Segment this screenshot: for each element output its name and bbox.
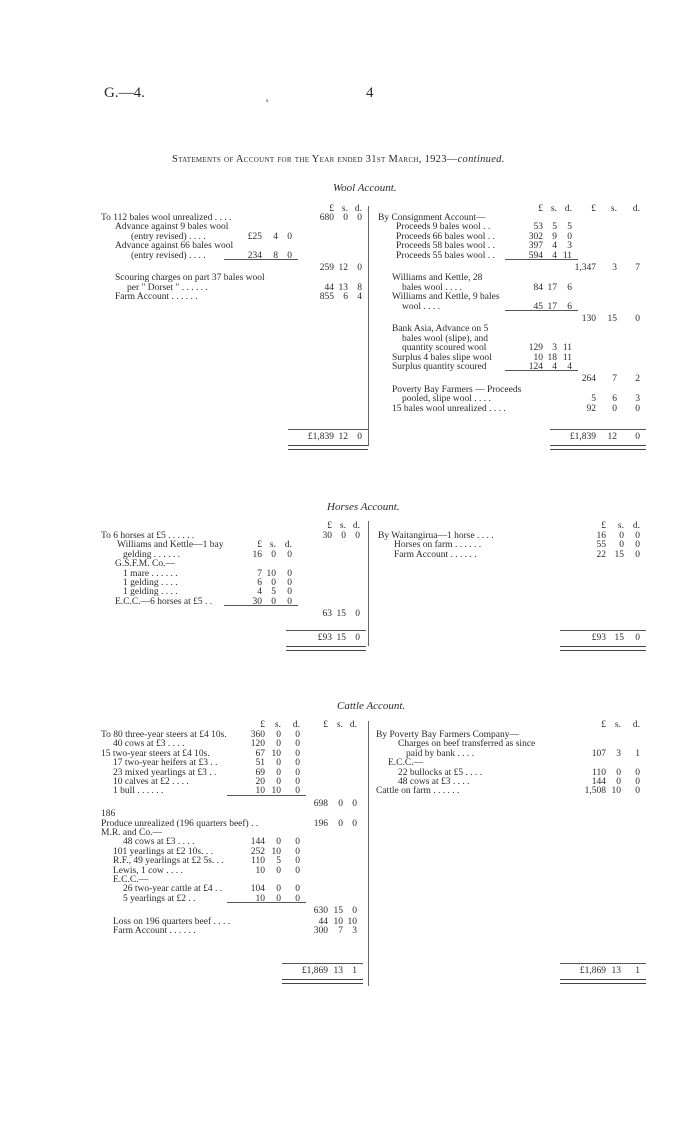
wool-right-sub-pounds: 84 bbox=[533, 282, 543, 293]
cattle-left-sub-pence: 0 bbox=[295, 777, 300, 787]
horses-right-total-shillings: 0 bbox=[619, 540, 624, 551]
horses-left-grand-total-shillings: 15 bbox=[336, 633, 346, 643]
statement-title-main: Statements of Account for the Year ended 31st March, 1923— bbox=[172, 154, 458, 165]
wool-left-line: (entry revised) . . . . bbox=[131, 250, 206, 261]
wool-right-total-pence: 0 bbox=[635, 403, 640, 414]
cattle-left-sub-pounds: 252 bbox=[250, 846, 265, 857]
cattle-left-sub-pence: 0 bbox=[295, 846, 300, 857]
cattle-left-total-pounds: 44 bbox=[318, 916, 328, 927]
cattle-left-sub-pence: 0 bbox=[295, 739, 300, 750]
horses-left-subtotal-rule bbox=[224, 605, 298, 606]
wool-left-line: per " Dorset " . . . . . . bbox=[127, 282, 208, 293]
wool-right-sub-shillings: 9 bbox=[552, 231, 557, 242]
cattle-left-line: E.C.C.— bbox=[113, 875, 149, 885]
cattle-right-grand-total-pence: 1 bbox=[635, 966, 640, 976]
cattle-left-total-pence: 0 bbox=[352, 798, 357, 809]
cattle-left-sub-pence: 0 bbox=[295, 893, 300, 904]
wool-right-total-pounds: 1,347 bbox=[574, 263, 596, 273]
cattle-right-line: Charges on beef transferred as since bbox=[398, 739, 536, 750]
horses-right-money-head-shillings: s. bbox=[617, 521, 624, 531]
wool-left-money-head-shillings: s. bbox=[341, 204, 348, 214]
cattle-left-sub-pounds: 20 bbox=[255, 777, 265, 787]
cattle-right-line: 22 bullocks at £5 . . . . bbox=[398, 767, 483, 778]
cattle-left-line: Produce unrealized (196 quarters beef) . . bbox=[101, 818, 259, 829]
cattle-left-sub-shillings: 0 bbox=[276, 758, 281, 769]
horses-left-grand-total-pounds: £93 bbox=[317, 633, 332, 643]
horses-left-money-head-pounds: £ bbox=[327, 521, 332, 531]
horses-right-total-pounds: 16 bbox=[596, 531, 606, 541]
cattle-left-total-pence: 0 bbox=[352, 818, 357, 829]
cattle-left-sub-pence: 0 bbox=[295, 748, 300, 759]
wool-right-sub-pounds: 10 bbox=[533, 352, 543, 363]
cattle-left-sub-shillings: 0 bbox=[276, 730, 281, 740]
wool-right-subtotal-rule bbox=[505, 370, 578, 371]
cattle-left-line: M.R. and Co.— bbox=[101, 828, 162, 838]
cattle-right-line: E.C.C.— bbox=[388, 758, 424, 769]
cattle-left-line: Loss on 196 quarters beef . . . . bbox=[113, 916, 231, 927]
wool-right-sub-pounds: 594 bbox=[528, 250, 543, 261]
cattle-left-line: 23 mixed yearlings at £3 . . bbox=[113, 767, 217, 778]
horses-heading: Horses Account. bbox=[327, 501, 400, 513]
wool-right-line: Surplus 4 bales slipe wool bbox=[392, 352, 492, 363]
wool-right-sub-shillings: 4 bbox=[552, 362, 557, 372]
wool-right-money-head-shillings: s. bbox=[610, 204, 617, 214]
cattle-left-sub-shillings: 0 bbox=[276, 837, 281, 848]
wool-right-sub-pounds: 129 bbox=[528, 343, 543, 354]
page-number: 4 bbox=[366, 85, 374, 101]
wool-right-grand-total-pounds: £1,839 bbox=[569, 432, 596, 442]
cattle-left-sub-shillings: 0 bbox=[276, 865, 281, 876]
wool-right-line: bales wool . . . . bbox=[402, 282, 462, 293]
wool-left-subtotal-rule bbox=[224, 259, 298, 260]
horses-right-total-shillings: 15 bbox=[614, 549, 624, 560]
cattle-left-sub-pounds: 360 bbox=[250, 730, 265, 740]
cattle-left-grand-total-shillings: 13 bbox=[333, 966, 343, 976]
wool-left-grand-total-pounds: £1,839 bbox=[307, 432, 334, 442]
stray-mark: ' bbox=[266, 96, 269, 110]
wool-right-subtotal-rule bbox=[505, 310, 578, 311]
cattle-left-sub-pounds: 144 bbox=[250, 837, 265, 848]
wool-right-total-shillings: 0 bbox=[612, 403, 617, 414]
horses-left-total-shillings: 0 bbox=[341, 531, 346, 541]
wool-left-total-pounds: 259 bbox=[319, 263, 334, 273]
wool-right-grand-total-shillings: 12 bbox=[607, 432, 617, 442]
wool-left-total-shillings: 6 bbox=[343, 292, 348, 303]
cattle-left-sub-pence: 0 bbox=[295, 865, 300, 876]
wool-right-line: Williams and Kettle, 28 bbox=[392, 273, 483, 284]
horses-left-double-rule bbox=[286, 646, 366, 651]
horses-left-line: 1 gelding . . . . bbox=[123, 587, 178, 598]
wool-right-line: Proceeds 66 bales wool . . bbox=[396, 231, 495, 242]
horses-right-money-head-pence: d. bbox=[632, 521, 640, 531]
wool-right-money-head-pounds: £ bbox=[538, 204, 543, 214]
wool-right-sub-pence: 11 bbox=[562, 352, 572, 363]
cattle-left-money-head-pence: d. bbox=[292, 720, 300, 730]
horses-left-line: 1 gelding . . . . bbox=[123, 578, 178, 588]
horses-right-line: Farm Account . . . . . . bbox=[394, 549, 477, 560]
wool-left-line: Scouring charges on part 37 bales wool bbox=[115, 273, 265, 284]
cattle-left-grand-total-pounds: £1,869 bbox=[301, 966, 328, 976]
cattle-left-sub-shillings: 0 bbox=[276, 884, 281, 895]
cattle-right-total-pounds: 1,508 bbox=[584, 786, 606, 797]
horses-left-line: G.S.F.M. Co.— bbox=[115, 559, 175, 570]
wool-right-grand-rule bbox=[550, 429, 646, 430]
cattle-left-money-head-shillings: s. bbox=[336, 720, 343, 730]
horses-left-sub-pence: 0 bbox=[287, 568, 292, 579]
cattle-right-total-shillings: 3 bbox=[616, 748, 621, 759]
horses-right-double-rule bbox=[560, 646, 646, 651]
cattle-left-total-pounds: 196 bbox=[313, 818, 328, 829]
horses-left-line: gelding . . . . . . bbox=[123, 549, 180, 560]
wool-right-sub-pounds: 124 bbox=[528, 362, 543, 372]
wool-left-grand-total-pence: 0 bbox=[357, 432, 362, 442]
cattle-left-sub-pence: 0 bbox=[295, 786, 300, 797]
horses-left-total-pence: 0 bbox=[355, 609, 360, 620]
wool-left-total-pounds: 855 bbox=[319, 292, 334, 303]
cattle-left-line: 186 bbox=[101, 809, 116, 820]
wool-left-line: Advance against 9 bales wool bbox=[115, 222, 229, 233]
wool-left-total-pence: 4 bbox=[357, 292, 362, 303]
horses-left-sub-pounds: 7 bbox=[257, 568, 262, 579]
horses-left-sub-pence: 0 bbox=[287, 596, 292, 607]
cattle-left-sub-pounds: 10 bbox=[255, 786, 265, 797]
horses-left-money-head-pounds: £ bbox=[257, 540, 262, 550]
wool-right-total-pounds: 264 bbox=[581, 374, 596, 385]
cattle-right-grand-total-pounds: £1,869 bbox=[579, 966, 606, 976]
wool-right-total-shillings: 15 bbox=[607, 314, 617, 324]
cattle-right-money-head-pounds: £ bbox=[601, 720, 606, 730]
wool-right-sub-shillings: 3 bbox=[552, 343, 557, 354]
horses-left-money-head-pence: d. bbox=[284, 540, 292, 550]
cattle-right-double-rule bbox=[560, 979, 646, 984]
cattle-left-total-shillings: 0 bbox=[338, 818, 343, 829]
page-code: G.—4. bbox=[104, 85, 145, 101]
cattle-heading: Cattle Account. bbox=[337, 700, 406, 712]
wool-left-line: Farm Account . . . . . . bbox=[115, 292, 198, 303]
horses-left-line: E.C.C.—6 horses at £5 . . bbox=[115, 596, 213, 607]
statement-title-cont: continued. bbox=[457, 154, 505, 165]
cattle-left-sub-pounds: 10 bbox=[255, 865, 265, 876]
wool-left-total-pence: 8 bbox=[357, 282, 362, 293]
wool-right-total-pounds: 92 bbox=[586, 403, 596, 414]
wool-left-sub-pounds: 234 bbox=[247, 250, 262, 261]
wool-right-sub-pence: 0 bbox=[567, 231, 572, 242]
wool-left-total-pounds: 680 bbox=[319, 213, 334, 223]
wool-right-total-pence: 3 bbox=[635, 394, 640, 405]
horses-left-sub-shillings: 5 bbox=[271, 587, 276, 598]
wool-right-total-pence: 7 bbox=[635, 263, 640, 273]
cattle-right-line: 48 cows at £3 . . . . bbox=[398, 777, 470, 787]
wool-right-total-pounds: 130 bbox=[581, 314, 596, 324]
cattle-left-sub-pounds: 104 bbox=[250, 884, 265, 895]
horses-right-total-pence: 0 bbox=[635, 531, 640, 541]
wool-left-line: Advance against 66 bales wool bbox=[115, 241, 234, 252]
cattle-left-sub-pounds: 110 bbox=[251, 856, 265, 867]
horses-left-sub-pence: 0 bbox=[287, 587, 292, 598]
horses-left-sub-pounds: 6 bbox=[257, 578, 262, 588]
horses-right-line: Horses on farm . . . . . . bbox=[394, 540, 482, 551]
horses-left-sub-pounds: 30 bbox=[252, 596, 262, 607]
wool-right-sub-pence: 5 bbox=[567, 222, 572, 233]
cattle-left-line: 101 yearlings at £2 10s. . . bbox=[113, 846, 214, 857]
cattle-left-total-shillings: 0 bbox=[338, 798, 343, 809]
wool-left-money-head-pounds: £ bbox=[329, 204, 334, 214]
wool-right-sub-pence: 11 bbox=[562, 343, 572, 354]
wool-right-line: Proceeds 58 bales wool . . bbox=[396, 241, 495, 252]
cattle-left-sub-pence: 0 bbox=[295, 856, 300, 867]
cattle-left-line: 40 cows at £3 . . . . bbox=[113, 739, 185, 750]
cattle-left-sub-shillings: 10 bbox=[271, 786, 281, 797]
cattle-right-total-pence: 0 bbox=[635, 777, 640, 787]
wool-right-line: Proceeds 9 bales wool . . bbox=[396, 222, 491, 233]
wool-right-sub-shillings: 17 bbox=[547, 282, 557, 293]
wool-right-money-head-shillings: s. bbox=[550, 204, 557, 214]
horses-right-money-head-pounds: £ bbox=[601, 521, 606, 531]
wool-right-money-head-pence: d. bbox=[632, 204, 640, 214]
wool-left-total-shillings: 12 bbox=[338, 263, 348, 273]
wool-right-line: bales wool (slipe), and bbox=[402, 333, 489, 344]
horses-left-sub-pence: 0 bbox=[287, 549, 292, 560]
horses-right-grand-total-pence: 0 bbox=[635, 633, 640, 643]
wool-left-sub-pence: 0 bbox=[287, 250, 292, 261]
horses-left-total-pence: 0 bbox=[355, 531, 360, 541]
horses-left-sub-shillings: 0 bbox=[271, 549, 276, 560]
wool-right-line: wool . . . . bbox=[402, 301, 440, 312]
cattle-right-money-head-shillings: s. bbox=[614, 720, 621, 730]
wool-right-line: quantity scoured wool bbox=[402, 343, 487, 354]
cattle-left-sub-shillings: 5 bbox=[276, 856, 281, 867]
statement-title bbox=[172, 154, 505, 165]
horses-right-grand-rule bbox=[560, 630, 646, 631]
cattle-left-sub-pounds: 51 bbox=[255, 758, 265, 769]
wool-left-money-head-pence: d. bbox=[354, 204, 362, 214]
wool-left-grand-rule bbox=[288, 429, 368, 430]
cattle-left-total-pounds: 300 bbox=[313, 926, 328, 936]
cattle-right-total-pounds: 110 bbox=[592, 767, 606, 778]
horses-left-line: To 6 horses at £5 . . . . . . bbox=[101, 531, 195, 541]
cattle-left-line: R.F., 49 yearlings at £2 5s. . . bbox=[113, 856, 224, 867]
cattle-right-total-pounds: 144 bbox=[591, 777, 606, 787]
horses-left-sub-shillings: 10 bbox=[266, 568, 276, 579]
wool-right-sub-pence: 6 bbox=[567, 282, 572, 293]
wool-right-total-shillings: 6 bbox=[612, 394, 617, 405]
cattle-left-line: 26 two-year cattle at £4 . . bbox=[123, 884, 223, 895]
cattle-left-sub-shillings: 0 bbox=[276, 739, 281, 750]
horses-right-total-shillings: 0 bbox=[619, 531, 624, 541]
wool-right-line: Poverty Bay Farmers — Proceeds bbox=[392, 384, 522, 395]
cattle-left-total-shillings: 10 bbox=[333, 916, 343, 927]
cattle-right-total-pounds: 107 bbox=[591, 748, 606, 759]
wool-right-sub-shillings: 4 bbox=[552, 250, 557, 261]
wool-right-total-shillings: 3 bbox=[612, 263, 617, 273]
wool-left-total-pence: 0 bbox=[357, 263, 362, 273]
cattle-left-sub-shillings: 10 bbox=[271, 748, 281, 759]
cattle-right-total-shillings: 0 bbox=[616, 777, 621, 787]
cattle-left-money-head-pence: d. bbox=[349, 720, 357, 730]
cattle-left-total-shillings: 15 bbox=[333, 906, 343, 917]
horses-left-total-shillings: 15 bbox=[336, 609, 346, 620]
horses-right-total-pounds: 22 bbox=[596, 549, 606, 560]
wool-right-grand-total-pence: 0 bbox=[635, 432, 640, 442]
cattle-left-line: 17 two-year heifers at £3 . . bbox=[113, 758, 218, 769]
cattle-left-sub-pounds: 67 bbox=[255, 748, 265, 759]
wool-left-line: (entry revised) . . . . bbox=[131, 231, 206, 242]
wool-right-sub-pounds: 397 bbox=[528, 241, 543, 252]
cattle-left-money-head-pounds: £ bbox=[323, 720, 328, 730]
cattle-left-sub-pence: 0 bbox=[295, 767, 300, 778]
horses-right-grand-total-shillings: 15 bbox=[614, 633, 624, 643]
cattle-right-total-pence: 1 bbox=[635, 748, 640, 759]
horses-left-sub-pounds: 16 bbox=[252, 549, 262, 560]
cattle-left-grand-rule bbox=[282, 963, 363, 964]
wool-right-sub-shillings: 18 bbox=[547, 352, 557, 363]
cattle-right-money-head-pence: d. bbox=[632, 720, 640, 730]
wool-right-line: Bank Asia, Advance on 5 bbox=[392, 324, 489, 335]
cattle-divider bbox=[368, 721, 369, 986]
cattle-left-sub-pounds: 69 bbox=[255, 767, 265, 778]
wool-right-line: By Consignment Account— bbox=[378, 213, 486, 223]
cattle-left-line: Farm Account . . . . . . bbox=[113, 926, 196, 936]
cattle-left-grand-total-pence: 1 bbox=[352, 966, 357, 976]
horses-left-line: Williams and Kettle—1 bay bbox=[117, 540, 224, 551]
horses-left-money-head-shillings: s. bbox=[339, 521, 346, 531]
cattle-left-line: 1 bull . . . . . . bbox=[113, 786, 164, 797]
cattle-right-total-pence: 0 bbox=[635, 786, 640, 797]
horses-left-grand-rule bbox=[286, 630, 366, 631]
wool-left-line: To 112 bales wool unrealized . . . . bbox=[101, 213, 232, 223]
wool-right-sub-pence: 6 bbox=[567, 301, 572, 312]
cattle-right-total-shillings: 10 bbox=[611, 786, 621, 797]
wool-right-sub-pence: 11 bbox=[562, 250, 572, 261]
wool-right-sub-pounds: 53 bbox=[533, 222, 543, 233]
wool-right-line: Williams and Kettle, 9 bales bbox=[392, 292, 500, 303]
cattle-left-total-pence: 3 bbox=[352, 926, 357, 936]
wool-right-sub-shillings: 17 bbox=[547, 301, 557, 312]
wool-heading: Wool Account. bbox=[333, 182, 397, 194]
wool-right-sub-pounds: 302 bbox=[528, 231, 543, 242]
cattle-left-line: 15 two-year steers at £4 10s. bbox=[101, 748, 210, 759]
wool-left-total-pence: 0 bbox=[357, 213, 362, 223]
wool-left-sub-pence: 0 bbox=[287, 231, 292, 242]
wool-left-sub-pounds: £25 bbox=[247, 231, 262, 242]
wool-right-sub-shillings: 4 bbox=[552, 241, 557, 252]
cattle-left-sub-pence: 0 bbox=[295, 884, 300, 895]
wool-right-line: Surplus quantity scoured bbox=[392, 362, 487, 372]
horses-left-total-pounds: 63 bbox=[322, 609, 332, 620]
cattle-left-subtotal-rule bbox=[227, 795, 306, 796]
cattle-left-money-head-shillings: s. bbox=[274, 720, 281, 730]
horses-left-money-head-shillings: s. bbox=[269, 540, 276, 550]
horses-right-total-pounds: 55 bbox=[596, 540, 606, 551]
wool-right-total-pence: 0 bbox=[635, 314, 640, 324]
cattle-left-total-pounds: 698 bbox=[313, 798, 328, 809]
wool-left-total-shillings: 13 bbox=[338, 282, 348, 293]
wool-right-line: Proceeds 55 bales wool . . bbox=[396, 250, 495, 261]
cattle-left-sub-pounds: 10 bbox=[255, 893, 265, 904]
cattle-left-line: 48 cows at £3 . . . . bbox=[123, 837, 195, 848]
horses-left-sub-shillings: 0 bbox=[271, 596, 276, 607]
wool-left-grand-total-shillings: 12 bbox=[338, 432, 348, 442]
wool-right-total-pence: 2 bbox=[635, 374, 640, 385]
wool-right-sub-pence: 3 bbox=[567, 241, 572, 252]
cattle-right-grand-total-shillings: 13 bbox=[611, 966, 621, 976]
wool-right-total-pounds: 5 bbox=[591, 394, 596, 405]
wool-left-double-rule bbox=[288, 445, 368, 450]
cattle-left-line: 5 yearlings at £2 . . bbox=[123, 893, 196, 904]
cattle-left-sub-pence: 0 bbox=[295, 758, 300, 769]
horses-left-money-head-pence: d. bbox=[352, 521, 360, 531]
wool-right-sub-pence: 4 bbox=[567, 362, 572, 372]
cattle-right-total-pence: 0 bbox=[635, 767, 640, 778]
wool-right-subtotal-rule bbox=[505, 259, 578, 260]
cattle-left-money-head-pounds: £ bbox=[260, 720, 265, 730]
horses-right-grand-total-pounds: £93 bbox=[591, 633, 606, 643]
horses-left-sub-shillings: 0 bbox=[271, 578, 276, 588]
wool-right-money-head-pounds: £ bbox=[591, 204, 596, 214]
horses-left-sub-pounds: 4 bbox=[257, 587, 262, 598]
horses-right-line: By Waitangirua—1 horse . . . . bbox=[378, 531, 494, 541]
cattle-left-line: To 80 three-year steers at £4 10s. bbox=[101, 730, 227, 740]
cattle-left-sub-pounds: 120 bbox=[250, 739, 265, 750]
wool-left-total-pounds: 44 bbox=[324, 282, 334, 293]
wool-left-sub-shillings: 8 bbox=[273, 250, 278, 261]
horses-divider bbox=[368, 521, 369, 646]
cattle-left-sub-pence: 0 bbox=[295, 837, 300, 848]
cattle-left-subtotal-rule bbox=[227, 902, 306, 903]
cattle-left-double-rule bbox=[282, 979, 363, 984]
cattle-right-line: paid by bank . . . . bbox=[406, 748, 475, 759]
cattle-left-sub-shillings: 0 bbox=[276, 893, 281, 904]
horses-left-line: 1 mare . . . . . . bbox=[123, 568, 178, 579]
cattle-left-total-shillings: 7 bbox=[338, 926, 343, 936]
wool-left-sub-shillings: 4 bbox=[273, 231, 278, 242]
cattle-left-total-pence: 0 bbox=[352, 906, 357, 917]
wool-right-money-head-pence: d. bbox=[564, 204, 572, 214]
cattle-left-sub-shillings: 0 bbox=[276, 777, 281, 787]
horses-left-sub-pence: 0 bbox=[287, 578, 292, 588]
horses-right-total-pence: 0 bbox=[635, 549, 640, 560]
horses-right-total-pence: 0 bbox=[635, 540, 640, 551]
horses-left-total-pounds: 30 bbox=[322, 531, 332, 541]
cattle-right-total-shillings: 0 bbox=[616, 767, 621, 778]
cattle-left-total-pounds: 630 bbox=[313, 906, 328, 917]
wool-right-total-shillings: 7 bbox=[612, 374, 617, 385]
cattle-left-line: Lewis, 1 cow . . . . bbox=[113, 865, 183, 876]
wool-right-line: pooled, slipe wool . . . . bbox=[402, 394, 491, 405]
wool-right-sub-shillings: 5 bbox=[552, 222, 557, 233]
cattle-left-sub-shillings: 0 bbox=[276, 767, 281, 778]
wool-left-total-shillings: 0 bbox=[343, 213, 348, 223]
cattle-right-line: Cattle on farm . . . . . . bbox=[376, 786, 460, 797]
cattle-left-line: 10 calves at £2 . . . . bbox=[113, 777, 189, 787]
wool-right-double-rule bbox=[550, 445, 646, 450]
wool-divider bbox=[368, 206, 369, 446]
cattle-right-line: By Poverty Bay Farmers Company— bbox=[376, 730, 520, 740]
cattle-left-sub-pence: 0 bbox=[295, 730, 300, 740]
horses-left-grand-total-pence: 0 bbox=[355, 633, 360, 643]
cattle-right-grand-rule bbox=[560, 963, 646, 964]
cattle-left-sub-shillings: 10 bbox=[271, 846, 281, 857]
wool-right-line: 15 bales wool unrealized . . . . bbox=[392, 403, 506, 414]
wool-right-sub-pounds: 45 bbox=[533, 301, 543, 312]
cattle-left-total-pence: 10 bbox=[347, 916, 357, 927]
